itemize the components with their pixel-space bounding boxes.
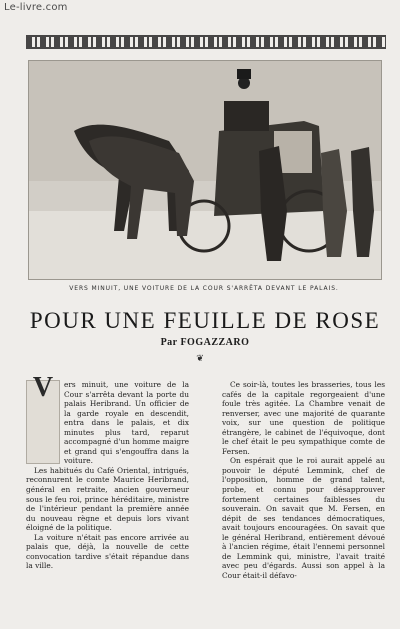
article-title: POUR UNE FEUILLE DE ROSE — [29, 308, 381, 333]
paragraph: On espérait que le roi aurait appelé au pouvoir le député Lemmink, chef de l'opposition, homme de grand talent, probe, et connu pour désapprouver fortement certaines faiblesses du souverain. On savait que M. Fersen, en dépit de ses tendances démocratiques, avait toujours encouragées. On savait que le général Heribrand, entièrement dévoué à l'ancien régime, était l'ennemi personnel de Lemmink qui, ministre, l'avait traité avec peu d'égards. Aussi son appel à la Cour était-il défavo- — [222, 456, 385, 580]
paragraph: Ce soir-là, toutes les brasseries, tous les cafés de la capitale regorgeaient d'une foule très agitée. La Chambre venait de renverser, avec une majorité de quarante voix, sur une question de politique étrangère, le cabinet de l'équivoque, dont le chef était le peu sympathique comte de Fersen. — [222, 380, 385, 456]
text-column-left — [26, 372, 189, 571]
illustration-carriage-scene — [28, 60, 382, 280]
paragraph: ers minuit, une voiture de la Cour s'arrêta devant la porte du palais Heribrand. Un officier de la garde royale en descendit, entra dans le palais, et dix minutes plus tard, reparut accompagné d'un homme maigre et grand qui s'engouffra dans la voiture. — [64, 380, 189, 466]
paragraph: Les habitués du Café Oriental, intrigués, reconnurent le comte Maurice Heribrand, général en retraite, ancien gouverneur sous le feu roi, prince héréditaire, ministre de l'intérieur pendant la première année du nouveau règne et depuis lors vivant éloigné de la politique. — [26, 465, 189, 533]
illustration-caption: VERS MINUIT, UNE VOITURE DE LA COUR S'ARRÊTA DEVANT LE PALAIS. — [69, 285, 339, 292]
text-column-right — [222, 380, 385, 580]
fleuron-icon: ❦ — [196, 354, 204, 364]
dropcap — [26, 372, 60, 464]
article-byline: Par FOGAZZARO — [160, 337, 250, 348]
carriage-engraving — [29, 61, 381, 279]
ornament-band — [26, 35, 386, 49]
dropcap-letter: V — [32, 372, 54, 403]
watermark: Le-livre.com — [4, 2, 68, 13]
paragraph: La voiture n'était pas encore arrivée au palais que, déjà, la nouvelle de cette convocation tardive s'était répandue dans la ville. — [26, 532, 189, 571]
